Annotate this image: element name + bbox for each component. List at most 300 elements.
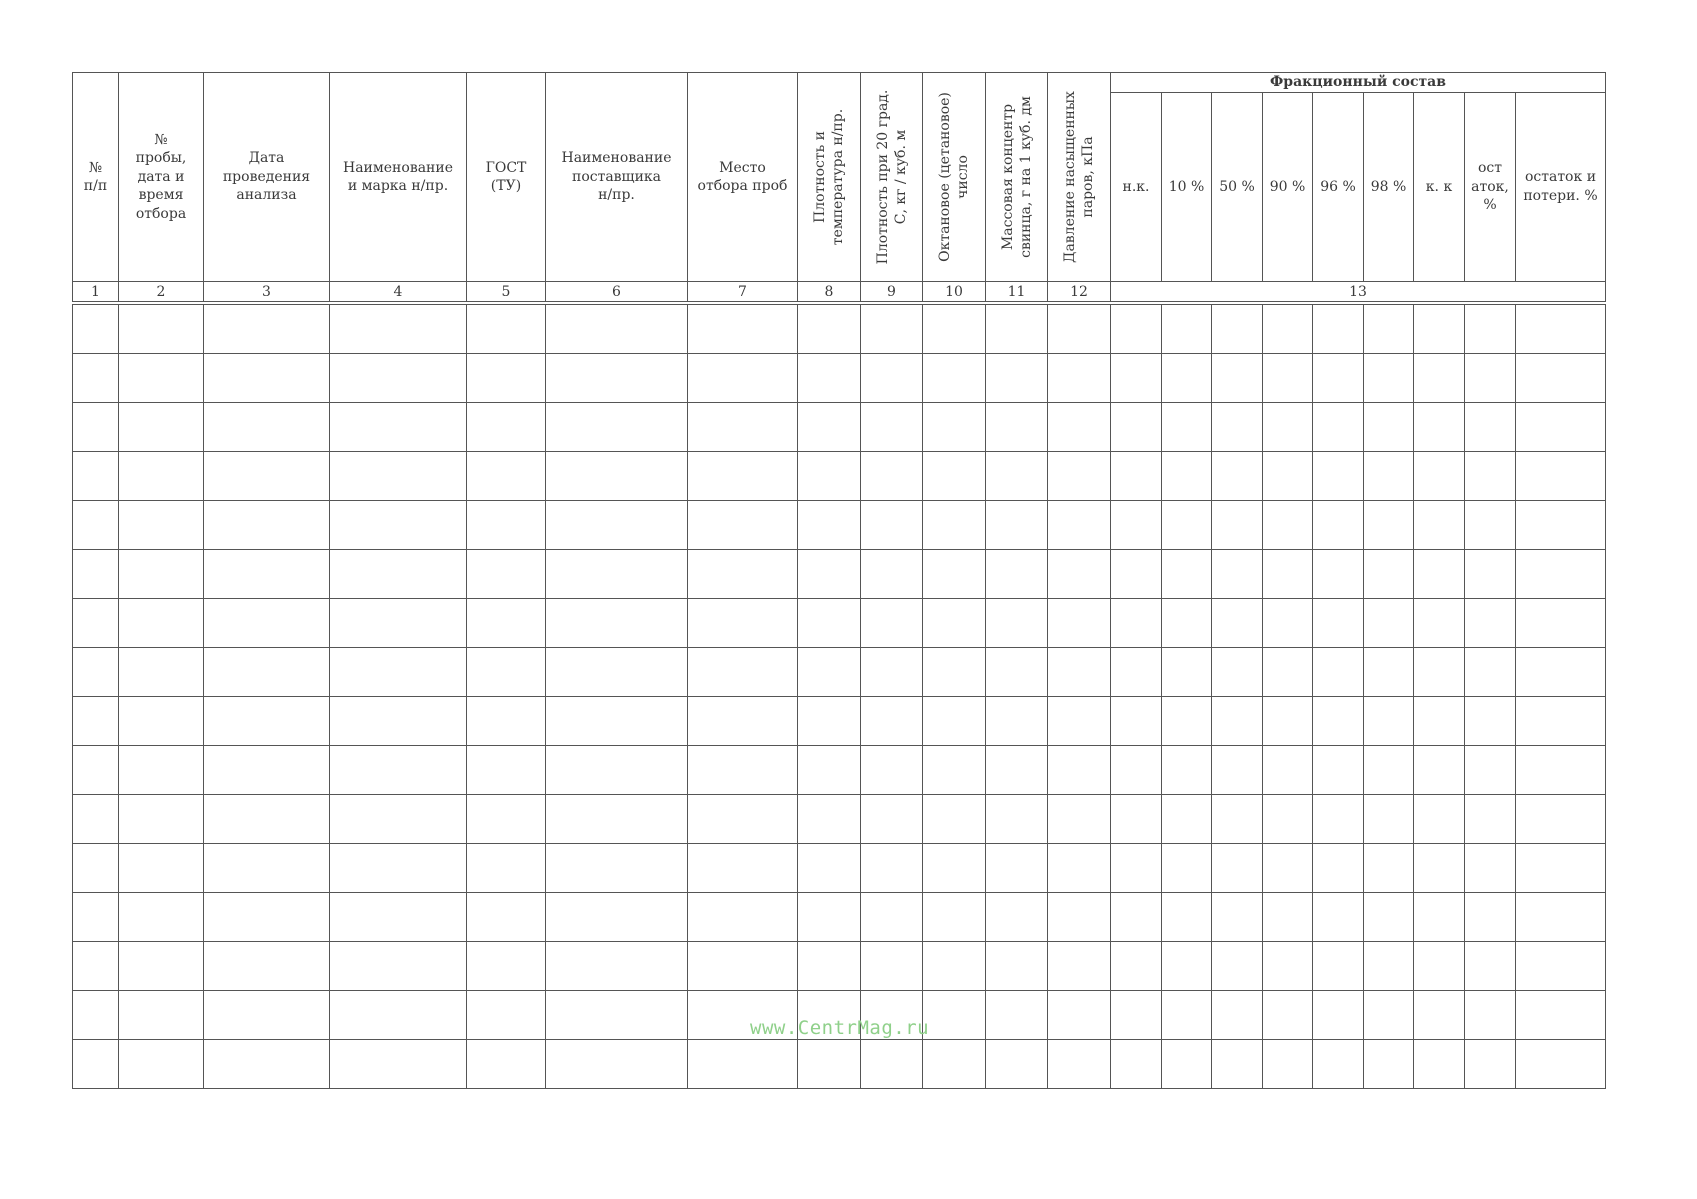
empty-cell[interactable] xyxy=(330,991,467,1040)
empty-cell[interactable] xyxy=(1263,795,1313,844)
empty-cell[interactable] xyxy=(1465,303,1516,354)
empty-cell[interactable] xyxy=(986,501,1048,550)
empty-cell[interactable] xyxy=(1212,354,1263,403)
empty-cell[interactable] xyxy=(986,844,1048,893)
empty-cell[interactable] xyxy=(330,746,467,795)
empty-cell[interactable] xyxy=(798,501,861,550)
empty-cell[interactable] xyxy=(546,303,688,354)
empty-cell[interactable] xyxy=(1313,893,1364,942)
empty-cell[interactable] xyxy=(467,599,546,648)
empty-cell[interactable] xyxy=(546,354,688,403)
empty-cell[interactable] xyxy=(73,403,119,452)
empty-cell[interactable] xyxy=(1111,550,1162,599)
empty-cell[interactable] xyxy=(1516,550,1606,599)
empty-cell[interactable] xyxy=(861,403,923,452)
empty-cell[interactable] xyxy=(798,1040,861,1089)
empty-cell[interactable] xyxy=(986,599,1048,648)
empty-cell[interactable] xyxy=(73,501,119,550)
empty-cell[interactable] xyxy=(330,844,467,893)
empty-cell[interactable] xyxy=(546,452,688,501)
empty-cell[interactable] xyxy=(1516,354,1606,403)
empty-cell[interactable] xyxy=(119,844,204,893)
empty-cell[interactable] xyxy=(73,697,119,746)
empty-cell[interactable] xyxy=(204,501,330,550)
empty-cell[interactable] xyxy=(1364,452,1414,501)
empty-cell[interactable] xyxy=(204,452,330,501)
empty-cell[interactable] xyxy=(1212,844,1263,893)
empty-cell[interactable] xyxy=(1111,452,1162,501)
empty-cell[interactable] xyxy=(688,403,798,452)
empty-cell[interactable] xyxy=(73,648,119,697)
empty-cell[interactable] xyxy=(688,1040,798,1089)
empty-cell[interactable] xyxy=(204,648,330,697)
empty-cell[interactable] xyxy=(1465,697,1516,746)
empty-cell[interactable] xyxy=(546,746,688,795)
empty-cell[interactable] xyxy=(1516,942,1606,991)
empty-cell[interactable] xyxy=(119,746,204,795)
empty-cell[interactable] xyxy=(1212,746,1263,795)
empty-cell[interactable] xyxy=(1516,599,1606,648)
empty-cell[interactable] xyxy=(73,746,119,795)
empty-cell[interactable] xyxy=(1162,599,1212,648)
empty-cell[interactable] xyxy=(688,844,798,893)
empty-cell[interactable] xyxy=(1414,697,1465,746)
empty-cell[interactable] xyxy=(1313,795,1364,844)
empty-cell[interactable] xyxy=(1465,893,1516,942)
empty-cell[interactable] xyxy=(1516,893,1606,942)
empty-cell[interactable] xyxy=(1263,648,1313,697)
empty-cell[interactable] xyxy=(1111,991,1162,1040)
empty-cell[interactable] xyxy=(467,942,546,991)
empty-cell[interactable] xyxy=(1364,893,1414,942)
empty-cell[interactable] xyxy=(1048,648,1111,697)
empty-cell[interactable] xyxy=(1048,354,1111,403)
empty-cell[interactable] xyxy=(73,354,119,403)
empty-cell[interactable] xyxy=(798,599,861,648)
empty-cell[interactable] xyxy=(467,746,546,795)
empty-cell[interactable] xyxy=(467,795,546,844)
empty-cell[interactable] xyxy=(1465,354,1516,403)
empty-cell[interactable] xyxy=(467,697,546,746)
empty-cell[interactable] xyxy=(1212,991,1263,1040)
empty-cell[interactable] xyxy=(1313,550,1364,599)
empty-cell[interactable] xyxy=(1364,746,1414,795)
empty-cell[interactable] xyxy=(1465,403,1516,452)
empty-cell[interactable] xyxy=(119,599,204,648)
empty-cell[interactable] xyxy=(688,893,798,942)
empty-cell[interactable] xyxy=(1414,599,1465,648)
empty-cell[interactable] xyxy=(119,1040,204,1089)
empty-cell[interactable] xyxy=(330,303,467,354)
empty-cell[interactable] xyxy=(688,697,798,746)
empty-cell[interactable] xyxy=(1048,501,1111,550)
empty-cell[interactable] xyxy=(1048,942,1111,991)
empty-cell[interactable] xyxy=(73,1040,119,1089)
empty-cell[interactable] xyxy=(1313,452,1364,501)
empty-cell[interactable] xyxy=(798,452,861,501)
empty-cell[interactable] xyxy=(204,550,330,599)
empty-cell[interactable] xyxy=(1465,1040,1516,1089)
empty-cell[interactable] xyxy=(1465,648,1516,697)
empty-cell[interactable] xyxy=(1162,354,1212,403)
empty-cell[interactable] xyxy=(1364,844,1414,893)
empty-cell[interactable] xyxy=(1263,893,1313,942)
empty-cell[interactable] xyxy=(986,991,1048,1040)
empty-cell[interactable] xyxy=(1212,893,1263,942)
empty-cell[interactable] xyxy=(204,795,330,844)
empty-cell[interactable] xyxy=(1263,942,1313,991)
empty-cell[interactable] xyxy=(798,697,861,746)
empty-cell[interactable] xyxy=(1162,501,1212,550)
empty-cell[interactable] xyxy=(861,452,923,501)
empty-cell[interactable] xyxy=(1414,746,1465,795)
empty-cell[interactable] xyxy=(798,550,861,599)
empty-cell[interactable] xyxy=(923,844,986,893)
empty-cell[interactable] xyxy=(986,303,1048,354)
empty-cell[interactable] xyxy=(1048,991,1111,1040)
empty-cell[interactable] xyxy=(861,599,923,648)
empty-cell[interactable] xyxy=(1364,991,1414,1040)
empty-cell[interactable] xyxy=(798,844,861,893)
empty-cell[interactable] xyxy=(1263,599,1313,648)
empty-cell[interactable] xyxy=(1111,893,1162,942)
empty-cell[interactable] xyxy=(119,550,204,599)
empty-cell[interactable] xyxy=(923,1040,986,1089)
empty-cell[interactable] xyxy=(1465,942,1516,991)
empty-cell[interactable] xyxy=(1048,303,1111,354)
empty-cell[interactable] xyxy=(1111,501,1162,550)
empty-cell[interactable] xyxy=(1313,303,1364,354)
empty-cell[interactable] xyxy=(119,893,204,942)
empty-cell[interactable] xyxy=(1111,746,1162,795)
empty-cell[interactable] xyxy=(1162,795,1212,844)
empty-cell[interactable] xyxy=(1516,697,1606,746)
empty-cell[interactable] xyxy=(1263,991,1313,1040)
empty-cell[interactable] xyxy=(1313,501,1364,550)
empty-cell[interactable] xyxy=(119,501,204,550)
empty-cell[interactable] xyxy=(204,844,330,893)
empty-cell[interactable] xyxy=(1111,648,1162,697)
empty-cell[interactable] xyxy=(861,303,923,354)
empty-cell[interactable] xyxy=(1516,648,1606,697)
empty-cell[interactable] xyxy=(1465,795,1516,844)
empty-cell[interactable] xyxy=(861,1040,923,1089)
empty-cell[interactable] xyxy=(1364,697,1414,746)
empty-cell[interactable] xyxy=(861,550,923,599)
empty-cell[interactable] xyxy=(1414,991,1465,1040)
empty-cell[interactable] xyxy=(1048,697,1111,746)
empty-cell[interactable] xyxy=(1162,648,1212,697)
empty-cell[interactable] xyxy=(1414,501,1465,550)
empty-cell[interactable] xyxy=(1111,697,1162,746)
empty-cell[interactable] xyxy=(923,893,986,942)
empty-cell[interactable] xyxy=(1364,599,1414,648)
empty-cell[interactable] xyxy=(1111,942,1162,991)
empty-cell[interactable] xyxy=(119,403,204,452)
empty-cell[interactable] xyxy=(688,501,798,550)
empty-cell[interactable] xyxy=(798,795,861,844)
empty-cell[interactable] xyxy=(1414,795,1465,844)
empty-cell[interactable] xyxy=(1111,844,1162,893)
empty-cell[interactable] xyxy=(923,599,986,648)
empty-cell[interactable] xyxy=(330,599,467,648)
empty-cell[interactable] xyxy=(1516,303,1606,354)
empty-cell[interactable] xyxy=(546,501,688,550)
empty-cell[interactable] xyxy=(119,303,204,354)
empty-cell[interactable] xyxy=(923,942,986,991)
empty-cell[interactable] xyxy=(204,599,330,648)
empty-cell[interactable] xyxy=(1465,599,1516,648)
empty-cell[interactable] xyxy=(546,697,688,746)
empty-cell[interactable] xyxy=(1263,303,1313,354)
empty-cell[interactable] xyxy=(330,403,467,452)
empty-cell[interactable] xyxy=(688,303,798,354)
empty-cell[interactable] xyxy=(1263,403,1313,452)
empty-cell[interactable] xyxy=(1516,844,1606,893)
empty-cell[interactable] xyxy=(1162,452,1212,501)
empty-cell[interactable] xyxy=(861,844,923,893)
empty-cell[interactable] xyxy=(1313,354,1364,403)
empty-cell[interactable] xyxy=(1048,550,1111,599)
empty-cell[interactable] xyxy=(798,746,861,795)
empty-cell[interactable] xyxy=(73,795,119,844)
empty-cell[interactable] xyxy=(330,354,467,403)
empty-cell[interactable] xyxy=(688,795,798,844)
empty-cell[interactable] xyxy=(1364,403,1414,452)
empty-cell[interactable] xyxy=(204,303,330,354)
empty-cell[interactable] xyxy=(1263,501,1313,550)
empty-cell[interactable] xyxy=(1162,550,1212,599)
empty-cell[interactable] xyxy=(1465,746,1516,795)
empty-cell[interactable] xyxy=(330,550,467,599)
empty-cell[interactable] xyxy=(798,942,861,991)
empty-cell[interactable] xyxy=(923,550,986,599)
empty-cell[interactable] xyxy=(1465,550,1516,599)
empty-cell[interactable] xyxy=(861,795,923,844)
empty-cell[interactable] xyxy=(119,942,204,991)
empty-cell[interactable] xyxy=(1111,795,1162,844)
empty-cell[interactable] xyxy=(986,403,1048,452)
empty-cell[interactable] xyxy=(1516,991,1606,1040)
empty-cell[interactable] xyxy=(1364,795,1414,844)
empty-cell[interactable] xyxy=(1263,452,1313,501)
empty-cell[interactable] xyxy=(1313,991,1364,1040)
empty-cell[interactable] xyxy=(546,599,688,648)
empty-cell[interactable] xyxy=(923,403,986,452)
empty-cell[interactable] xyxy=(330,648,467,697)
empty-cell[interactable] xyxy=(1414,844,1465,893)
empty-cell[interactable] xyxy=(330,452,467,501)
empty-cell[interactable] xyxy=(688,354,798,403)
empty-cell[interactable] xyxy=(204,991,330,1040)
empty-cell[interactable] xyxy=(1313,403,1364,452)
empty-cell[interactable] xyxy=(1162,844,1212,893)
empty-cell[interactable] xyxy=(73,452,119,501)
empty-cell[interactable] xyxy=(923,452,986,501)
empty-cell[interactable] xyxy=(1162,893,1212,942)
empty-cell[interactable] xyxy=(1048,844,1111,893)
empty-cell[interactable] xyxy=(119,795,204,844)
empty-cell[interactable] xyxy=(1048,795,1111,844)
empty-cell[interactable] xyxy=(467,893,546,942)
empty-cell[interactable] xyxy=(1516,403,1606,452)
empty-cell[interactable] xyxy=(1162,942,1212,991)
empty-cell[interactable] xyxy=(73,550,119,599)
empty-cell[interactable] xyxy=(923,991,986,1040)
empty-cell[interactable] xyxy=(923,501,986,550)
empty-cell[interactable] xyxy=(1313,746,1364,795)
empty-cell[interactable] xyxy=(1414,550,1465,599)
empty-cell[interactable] xyxy=(1212,697,1263,746)
empty-cell[interactable] xyxy=(1048,599,1111,648)
empty-cell[interactable] xyxy=(467,550,546,599)
empty-cell[interactable] xyxy=(1313,844,1364,893)
empty-cell[interactable] xyxy=(1414,452,1465,501)
empty-cell[interactable] xyxy=(688,942,798,991)
empty-cell[interactable] xyxy=(1364,501,1414,550)
empty-cell[interactable] xyxy=(1313,1040,1364,1089)
empty-cell[interactable] xyxy=(1313,648,1364,697)
empty-cell[interactable] xyxy=(923,303,986,354)
empty-cell[interactable] xyxy=(1364,550,1414,599)
empty-cell[interactable] xyxy=(1465,501,1516,550)
empty-cell[interactable] xyxy=(986,452,1048,501)
empty-cell[interactable] xyxy=(1263,550,1313,599)
empty-cell[interactable] xyxy=(73,991,119,1040)
empty-cell[interactable] xyxy=(119,452,204,501)
empty-cell[interactable] xyxy=(1263,697,1313,746)
empty-cell[interactable] xyxy=(1465,844,1516,893)
empty-cell[interactable] xyxy=(1111,303,1162,354)
empty-cell[interactable] xyxy=(330,501,467,550)
empty-cell[interactable] xyxy=(986,648,1048,697)
empty-cell[interactable] xyxy=(119,697,204,746)
empty-cell[interactable] xyxy=(798,303,861,354)
empty-cell[interactable] xyxy=(1212,599,1263,648)
empty-cell[interactable] xyxy=(861,648,923,697)
empty-cell[interactable] xyxy=(1364,1040,1414,1089)
empty-cell[interactable] xyxy=(1516,1040,1606,1089)
empty-cell[interactable] xyxy=(119,354,204,403)
empty-cell[interactable] xyxy=(986,697,1048,746)
empty-cell[interactable] xyxy=(861,501,923,550)
empty-cell[interactable] xyxy=(73,893,119,942)
empty-cell[interactable] xyxy=(986,354,1048,403)
empty-cell[interactable] xyxy=(1048,1040,1111,1089)
empty-cell[interactable] xyxy=(1313,942,1364,991)
empty-cell[interactable] xyxy=(798,354,861,403)
empty-cell[interactable] xyxy=(798,893,861,942)
empty-cell[interactable] xyxy=(923,795,986,844)
empty-cell[interactable] xyxy=(546,1040,688,1089)
empty-cell[interactable] xyxy=(688,550,798,599)
empty-cell[interactable] xyxy=(1263,844,1313,893)
empty-cell[interactable] xyxy=(467,844,546,893)
empty-cell[interactable] xyxy=(923,648,986,697)
empty-cell[interactable] xyxy=(1162,746,1212,795)
empty-cell[interactable] xyxy=(688,599,798,648)
empty-cell[interactable] xyxy=(467,648,546,697)
empty-cell[interactable] xyxy=(1313,697,1364,746)
empty-cell[interactable] xyxy=(1414,403,1465,452)
empty-cell[interactable] xyxy=(73,599,119,648)
empty-cell[interactable] xyxy=(1364,303,1414,354)
empty-cell[interactable] xyxy=(119,648,204,697)
empty-cell[interactable] xyxy=(1516,501,1606,550)
empty-cell[interactable] xyxy=(1414,893,1465,942)
empty-cell[interactable] xyxy=(1465,452,1516,501)
empty-cell[interactable] xyxy=(204,893,330,942)
empty-cell[interactable] xyxy=(688,452,798,501)
empty-cell[interactable] xyxy=(1313,599,1364,648)
empty-cell[interactable] xyxy=(1414,303,1465,354)
empty-cell[interactable] xyxy=(204,403,330,452)
empty-cell[interactable] xyxy=(73,844,119,893)
empty-cell[interactable] xyxy=(1111,354,1162,403)
empty-cell[interactable] xyxy=(1414,648,1465,697)
empty-cell[interactable] xyxy=(1516,452,1606,501)
empty-cell[interactable] xyxy=(467,403,546,452)
empty-cell[interactable] xyxy=(1263,354,1313,403)
empty-cell[interactable] xyxy=(1111,599,1162,648)
empty-cell[interactable] xyxy=(467,1040,546,1089)
empty-cell[interactable] xyxy=(923,354,986,403)
empty-cell[interactable] xyxy=(1212,1040,1263,1089)
empty-cell[interactable] xyxy=(546,893,688,942)
empty-cell[interactable] xyxy=(923,697,986,746)
empty-cell[interactable] xyxy=(986,795,1048,844)
empty-cell[interactable] xyxy=(1162,697,1212,746)
empty-cell[interactable] xyxy=(1212,403,1263,452)
empty-cell[interactable] xyxy=(546,844,688,893)
empty-cell[interactable] xyxy=(1212,452,1263,501)
empty-cell[interactable] xyxy=(688,746,798,795)
empty-cell[interactable] xyxy=(861,893,923,942)
empty-cell[interactable] xyxy=(986,550,1048,599)
empty-cell[interactable] xyxy=(1111,403,1162,452)
empty-cell[interactable] xyxy=(330,1040,467,1089)
empty-cell[interactable] xyxy=(1212,795,1263,844)
empty-cell[interactable] xyxy=(986,942,1048,991)
empty-cell[interactable] xyxy=(204,746,330,795)
empty-cell[interactable] xyxy=(204,697,330,746)
empty-cell[interactable] xyxy=(1263,1040,1313,1089)
empty-cell[interactable] xyxy=(861,942,923,991)
empty-cell[interactable] xyxy=(546,550,688,599)
empty-cell[interactable] xyxy=(798,403,861,452)
empty-cell[interactable] xyxy=(546,403,688,452)
empty-cell[interactable] xyxy=(1263,746,1313,795)
empty-cell[interactable] xyxy=(1414,1040,1465,1089)
empty-cell[interactable] xyxy=(1414,354,1465,403)
empty-cell[interactable] xyxy=(1111,1040,1162,1089)
empty-cell[interactable] xyxy=(1162,1040,1212,1089)
empty-cell[interactable] xyxy=(546,991,688,1040)
empty-cell[interactable] xyxy=(798,648,861,697)
empty-cell[interactable] xyxy=(330,795,467,844)
empty-cell[interactable] xyxy=(1516,746,1606,795)
empty-cell[interactable] xyxy=(1048,746,1111,795)
empty-cell[interactable] xyxy=(467,303,546,354)
empty-cell[interactable] xyxy=(861,697,923,746)
empty-cell[interactable] xyxy=(330,942,467,991)
empty-cell[interactable] xyxy=(1516,795,1606,844)
empty-cell[interactable] xyxy=(1048,893,1111,942)
empty-cell[interactable] xyxy=(1162,403,1212,452)
empty-cell[interactable] xyxy=(73,303,119,354)
empty-cell[interactable] xyxy=(467,452,546,501)
empty-cell[interactable] xyxy=(204,1040,330,1089)
